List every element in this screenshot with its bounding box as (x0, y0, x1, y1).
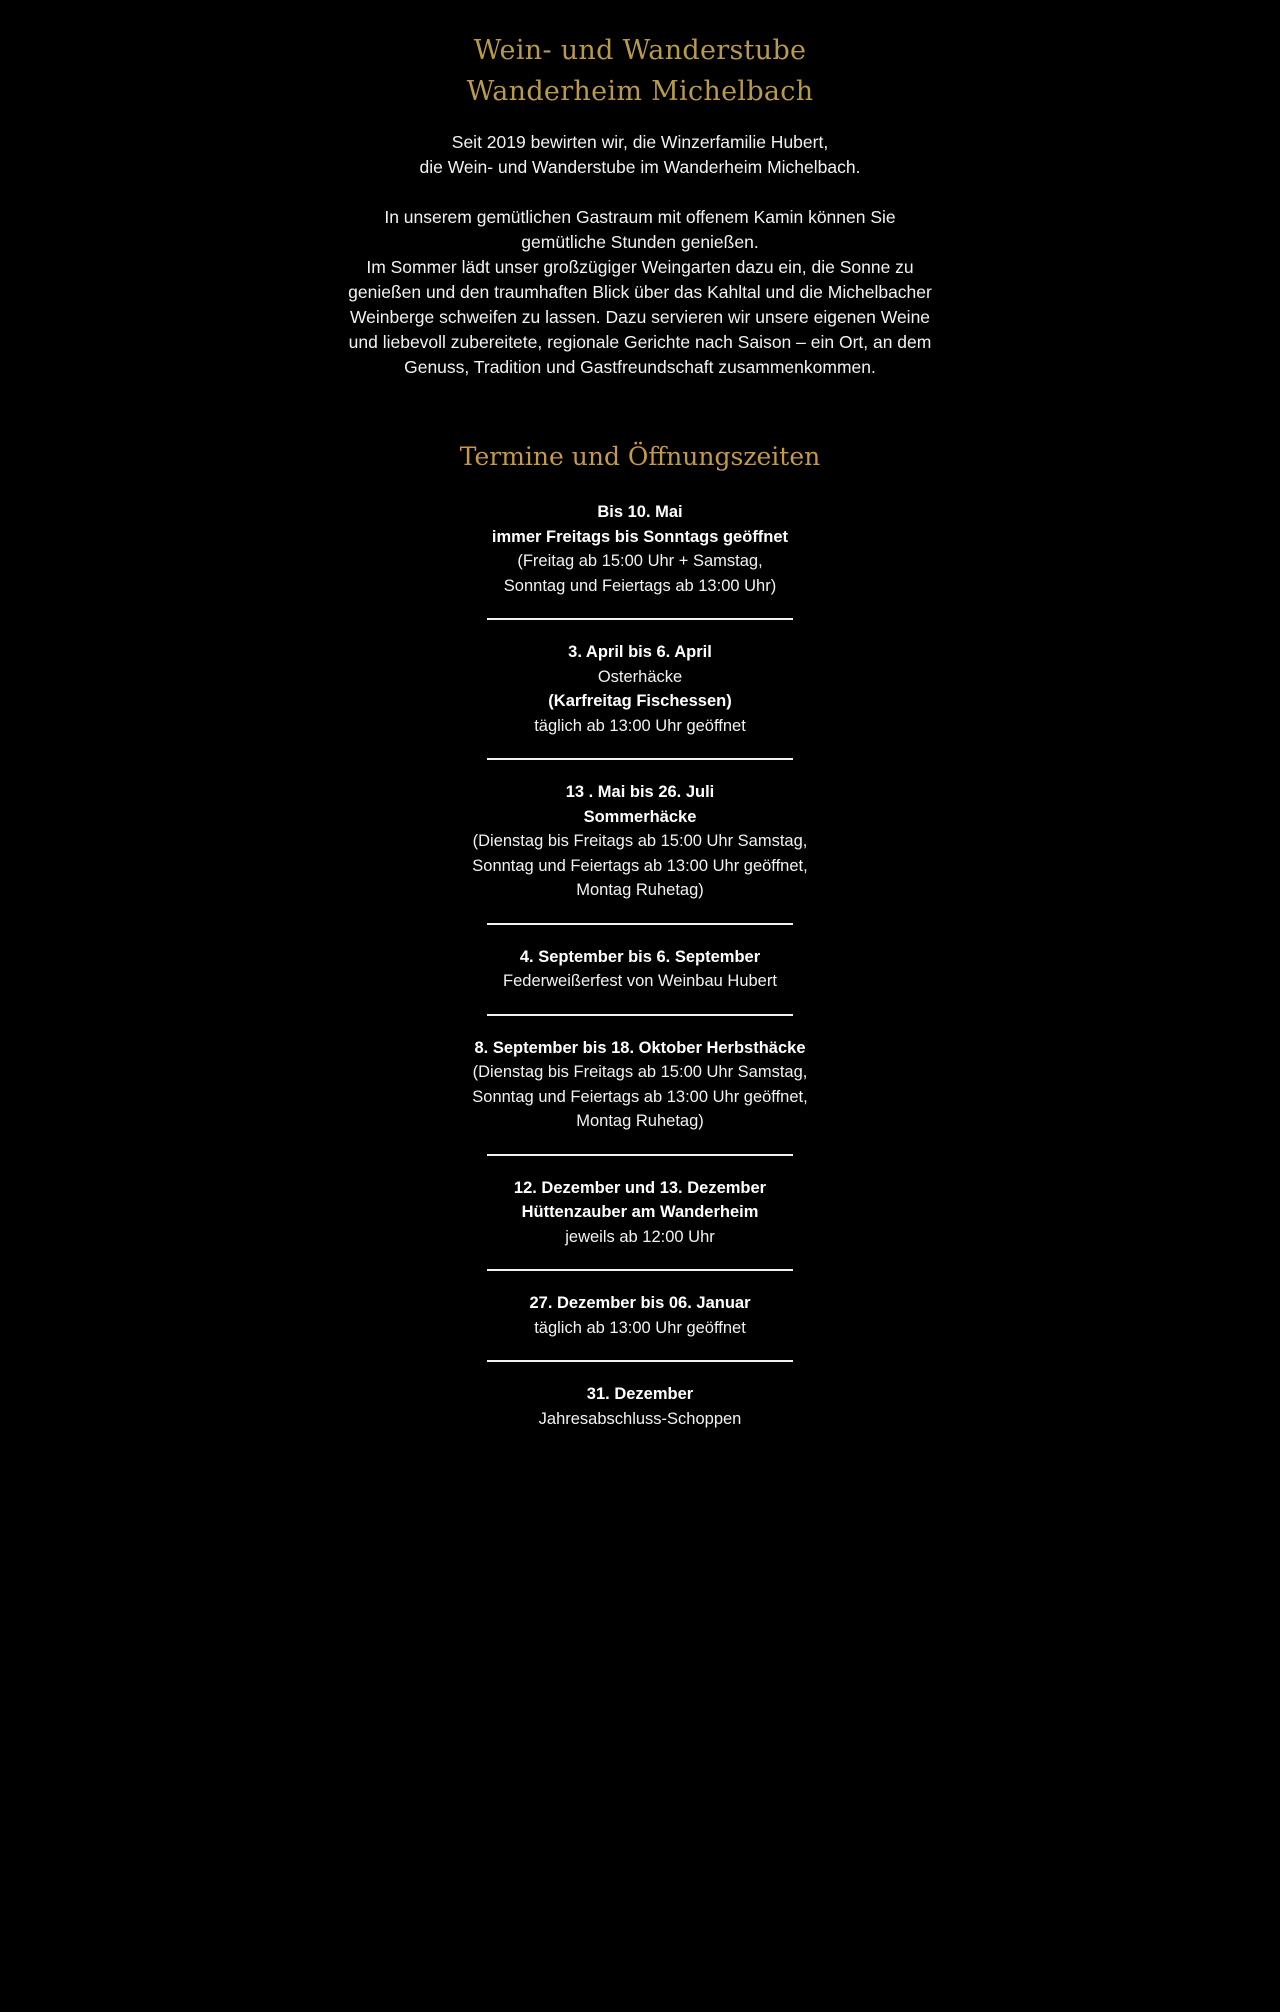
schedule-entry (320, 1176, 960, 1250)
intro-p1-line-1: Seit 2019 bewirten wir, die Winzerfamilie Hubert, (451, 132, 829, 152)
schedule-entry-detail: täglich ab 13:00 Uhr geöffnet (534, 1318, 746, 1337)
divider (320, 738, 960, 780)
divider (320, 994, 960, 1036)
schedule-entry-detail: Montag Ruhetag) (576, 881, 704, 899)
schedule-entry-title: Hüttenzauber am Wanderheim (521, 1203, 759, 1221)
schedule-entry-title: 13 . Mai bis 26. Juli (565, 783, 715, 801)
divider (320, 1134, 960, 1176)
schedule-entry-title: Sommerhäcke (583, 807, 697, 826)
schedule-entry-title: 4. September bis 6. September (519, 947, 761, 966)
schedule-entry (320, 500, 960, 598)
divider (320, 1340, 960, 1382)
schedule-entry (320, 1036, 960, 1134)
schedule-entry-detail: (Dienstag bis Freitags ab 15:00 Uhr Samstag, (472, 832, 808, 850)
divider-line (487, 758, 793, 760)
schedule-entry-detail: Osterhäcke (597, 667, 683, 686)
intro-p2-line-6: und liebevoll zubereitete, regionale Gerichte nach Saison – ein Ort, an dem (348, 332, 932, 352)
intro-p2-line-2: gemütliche Stunden genießen. (521, 232, 759, 252)
intro-p2-line-7: Genuss, Tradition und Gastfreundschaft zusammenkommen. (404, 357, 876, 377)
title-line-1: Wein- und Wanderstube (473, 35, 807, 66)
schedule-entry-title: 12. Dezember und 13. Dezember (513, 1178, 767, 1197)
intro-p2-line-5: Weinberge schweifen zu lassen. Dazu servieren wir unsere eigenen Weine (349, 307, 931, 327)
schedule-entry (320, 1382, 960, 1431)
schedule-entry-detail: Sonntag und Feiertags ab 13:00 Uhr geöffnet, (472, 1087, 808, 1106)
schedule-list (0, 500, 1280, 1431)
divider-line (487, 1154, 793, 1156)
schedule-entry-detail: (Dienstag bis Freitags ab 15:00 Uhr Samstag, (472, 1063, 808, 1081)
schedule-entry (320, 945, 960, 994)
divider (320, 598, 960, 640)
schedule-entry (320, 1291, 960, 1340)
schedule-entry-detail: Montag Ruhetag) (576, 1112, 704, 1130)
divider (320, 903, 960, 945)
divider-line (487, 1014, 793, 1016)
schedule-entry (320, 780, 960, 903)
divider-line (487, 1269, 793, 1271)
divider-line (487, 923, 793, 925)
intro-text (0, 130, 1280, 380)
schedule-entry-title: immer Freitags bis Sonntags geöffnet (491, 527, 789, 546)
schedule-entry-title: 8. September bis 18. Oktober Herbsthäcke (474, 1038, 806, 1057)
schedule-entry-detail: Jahresabschluss-Schoppen (538, 1409, 742, 1428)
schedule-entry-detail: täglich ab 13:00 Uhr geöffnet (534, 716, 746, 735)
schedule-entry (320, 640, 960, 738)
divider-line (487, 1360, 793, 1362)
intro-p2-line-1: In unserem gemütlichen Gastraum mit offenem Kamin können Sie (384, 207, 896, 227)
schedule-entry-title: 27. Dezember bis 06. Januar (529, 1294, 751, 1312)
intro-p1-line-2: die Wein- und Wanderstube im Wanderheim Michelbach. (419, 157, 861, 177)
divider-line (487, 618, 793, 620)
intro-p2-line-4: genießen und den traumhaften Blick über das Kahltal und die Michelbacher (348, 282, 932, 302)
page-title (0, 0, 1280, 112)
footer-spacer (0, 1431, 1280, 1581)
section-heading-opening-hours: Termine und Öffnungszeiten (459, 442, 821, 471)
divider (320, 1249, 960, 1291)
intro-spacer (0, 180, 1280, 205)
schedule-entry-title: 3. April bis 6. April (568, 643, 712, 661)
schedule-entry-detail: Sonntag und Feiertags ab 13:00 Uhr geöffnet, (472, 856, 808, 875)
schedule-entry-detail: Sonntag und Feiertags ab 13:00 Uhr) (503, 576, 777, 595)
schedule-entry-detail: Federweißerfest von Weinbau Hubert (503, 972, 777, 990)
schedule-entry-title: Bis 10. Mai (597, 503, 683, 521)
schedule-entry-title: 31. Dezember (586, 1385, 694, 1403)
schedule-entry-title: (Karfreitag Fischessen) (548, 692, 732, 710)
intro-p2-line-3: Im Sommer lädt unser großzügiger Weingarten dazu ein, die Sonne zu (366, 257, 914, 277)
title-line-2: Wanderheim Michelbach (466, 76, 814, 107)
schedule-entry-detail: (Freitag ab 15:00 Uhr + Samstag, (517, 552, 763, 570)
schedule-entry-detail: jeweils ab 12:00 Uhr (565, 1227, 715, 1246)
